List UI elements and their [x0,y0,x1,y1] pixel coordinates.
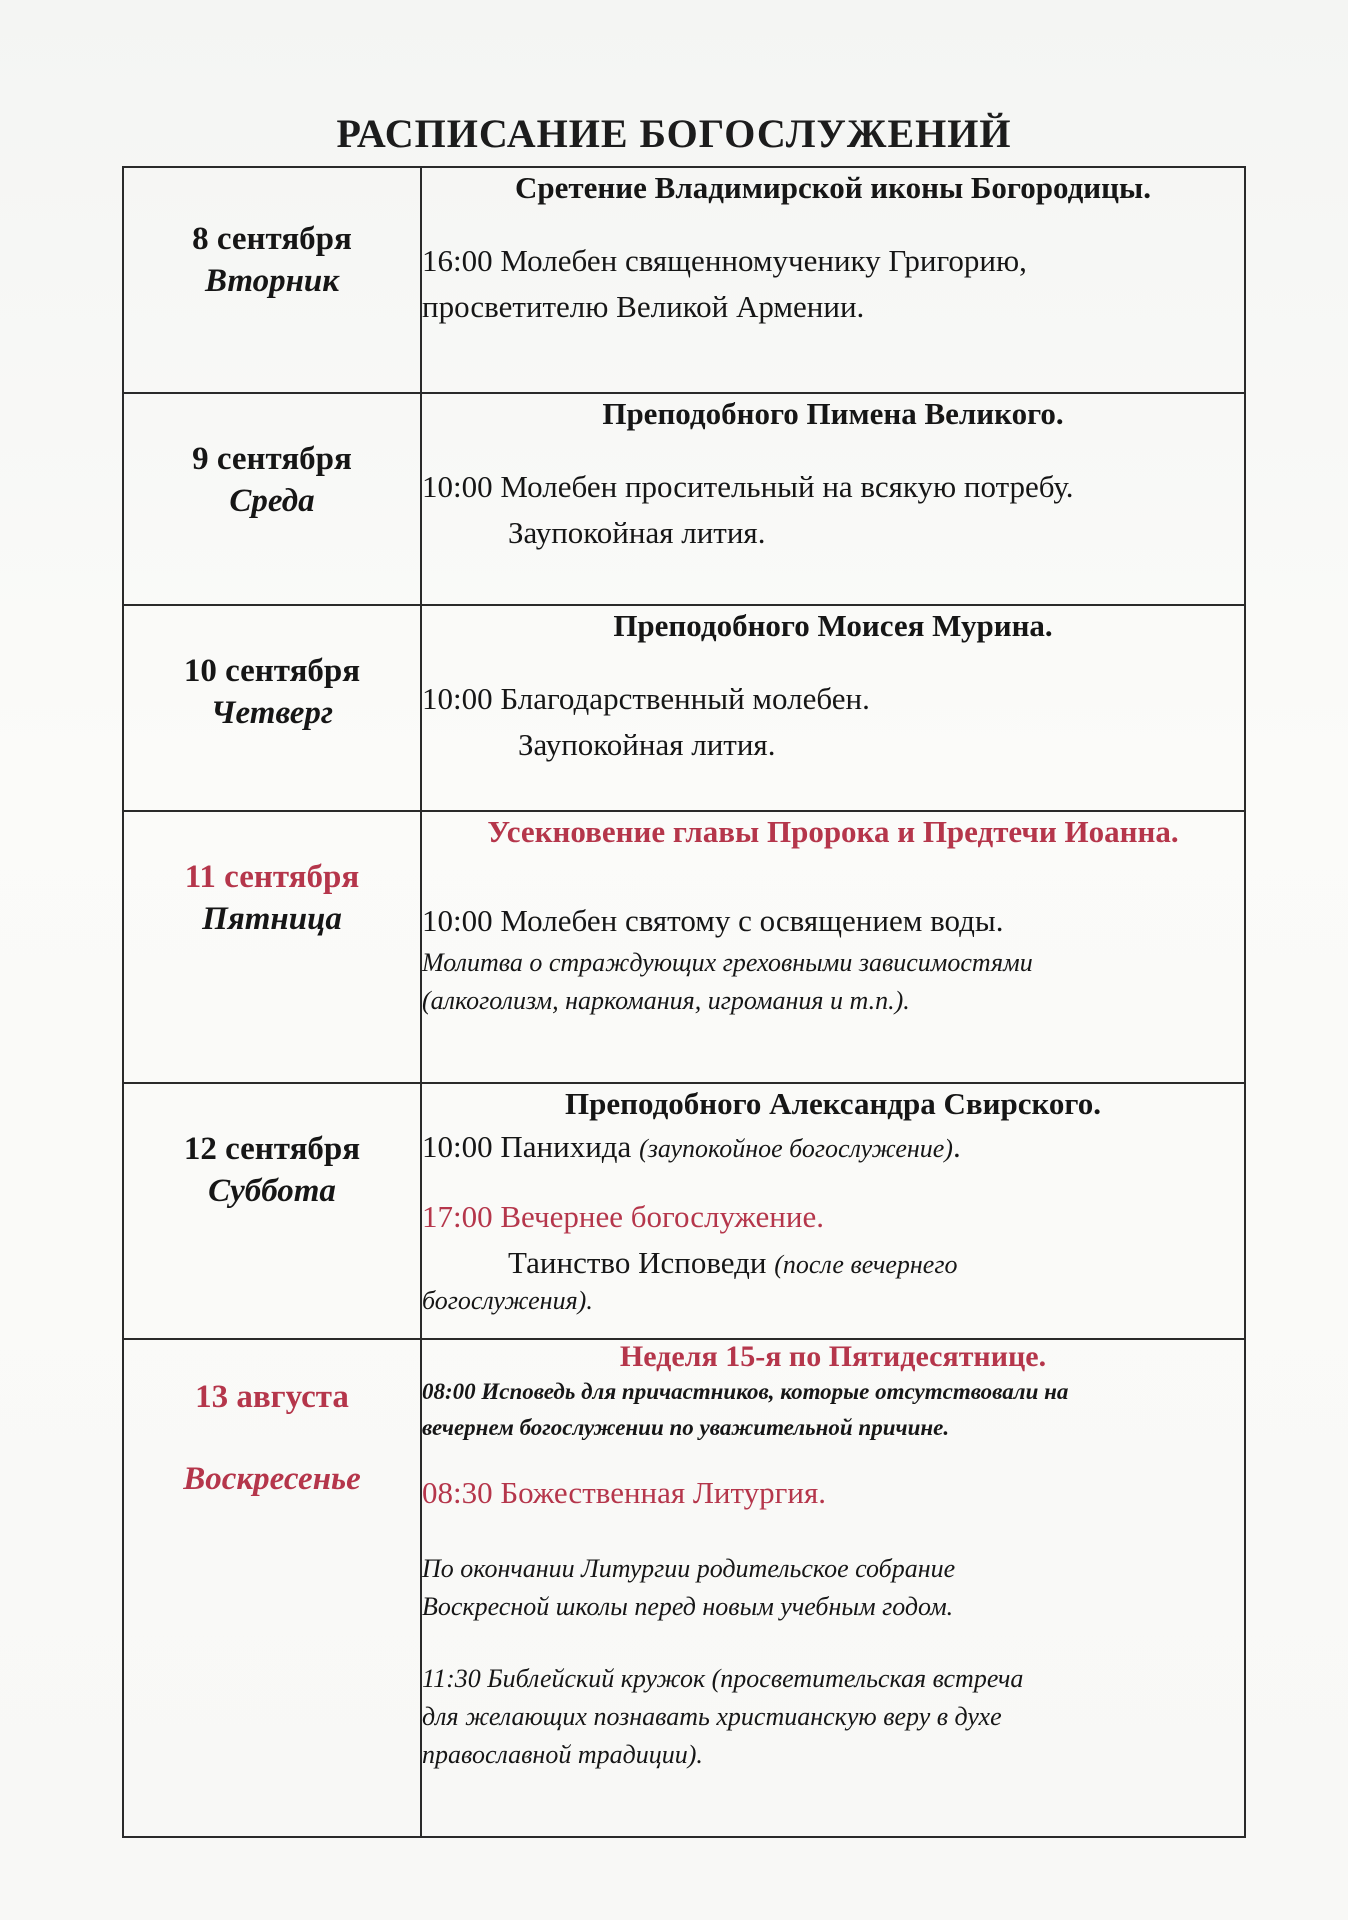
service-cell [421,605,1245,811]
service-line: 17:00 Вечернее богослужение. [422,1199,825,1234]
table-row [123,1339,1245,1837]
service-note: богослужения) [422,1286,587,1315]
service-line: для желающих познавать христианскую веру в духе [422,1702,1002,1731]
feast-title: Неделя 15-я по Пятидесятнице. [619,1340,1047,1373]
table-row [123,167,1245,393]
table-row [123,393,1245,605]
date-label: 8 сентября [192,221,352,257]
service-note: (заупокойное богослужение) [639,1134,953,1163]
service-line: По окончании Литургии родительское собрание [422,1554,956,1583]
weekday-label: Четверг [210,695,334,731]
service-line: вечернем богослужении по уважительной причине. [422,1415,950,1440]
service-cell [421,811,1245,1083]
date-label: 9 сентября [192,441,352,477]
service-line: Молитва о страждующих греховными зависимостями [422,948,1033,977]
service-text: 10:00 Панихида [422,1129,632,1164]
table-row [123,1083,1245,1339]
weekday-label: Воскресенье [183,1461,361,1497]
service-line [422,1286,1244,1316]
service-text: Таинство Исповеди [508,1245,767,1280]
feast-title: Усекновение главы Пророка и Предтечи Иоанна. [487,814,1179,849]
schedule-table [122,166,1246,1838]
date-label: 13 августа [195,1379,349,1415]
service-line: Заупокойная лития. [508,515,766,550]
feast-title: Преподобного Пимена Великого. [602,396,1064,431]
day-cell [123,1339,421,1837]
day-cell [123,1083,421,1339]
service-line: 10:00 Молебен святому с освящением воды. [422,903,1004,938]
service-line: 11:30 Библейский кружок (просветительская встреча [422,1664,1024,1693]
day-cell [123,167,421,393]
weekday-label: Суббота [208,1173,336,1209]
feast-title: Преподобного Александра Свирского. [565,1086,1101,1121]
service-punct: . [586,1286,593,1315]
service-line: (алкоголизм, наркомания, игромания и т.п.). [422,986,910,1015]
service-line: 08:30 Божественная Литургия. [422,1475,826,1510]
service-line: Заупокойная лития. [518,727,776,762]
service-line: православной традиции). [422,1740,703,1769]
day-cell [123,605,421,811]
service-cell [421,1339,1245,1837]
day-cell [123,393,421,605]
date-label: 11 сентября [184,859,360,895]
service-line: 10:00 Молебен просительный на всякую потребу. [422,469,1074,504]
service-cell [421,1083,1245,1339]
feast-title: Сретение Владимирской иконы Богородицы. [515,170,1151,205]
weekday-label: Среда [229,483,315,519]
service-line: 16:00 Молебен священномученику Григорию, [422,243,1027,278]
table-row [123,811,1245,1083]
date-label: 12 сентября [183,1131,361,1167]
service-line [422,1240,1244,1286]
feast-title: Преподобного Моисея Мурина. [613,608,1053,643]
service-punct: . [952,1129,961,1164]
day-cell [123,811,421,1083]
page-title: РАСПИСАНИЕ БОГОСЛУЖЕНИЙ [336,111,1012,156]
table-row [123,605,1245,811]
service-cell [421,393,1245,605]
weekday-label: Вторник [204,263,340,299]
service-line: Воскресной школы перед новым учебным годом. [422,1592,954,1621]
service-line: 10:00 Благодарственный молебен. [422,681,870,716]
weekday-label: Пятница [202,901,342,937]
service-line: просветителю Великой Армении. [422,289,865,324]
service-line: 08:00 Исповедь для причастников, которые отсутствовали на [422,1379,1069,1404]
date-label: 10 сентября [183,653,361,689]
service-note: (после вечернего [774,1250,958,1279]
service-line [422,1124,1244,1170]
service-cell [421,167,1245,393]
